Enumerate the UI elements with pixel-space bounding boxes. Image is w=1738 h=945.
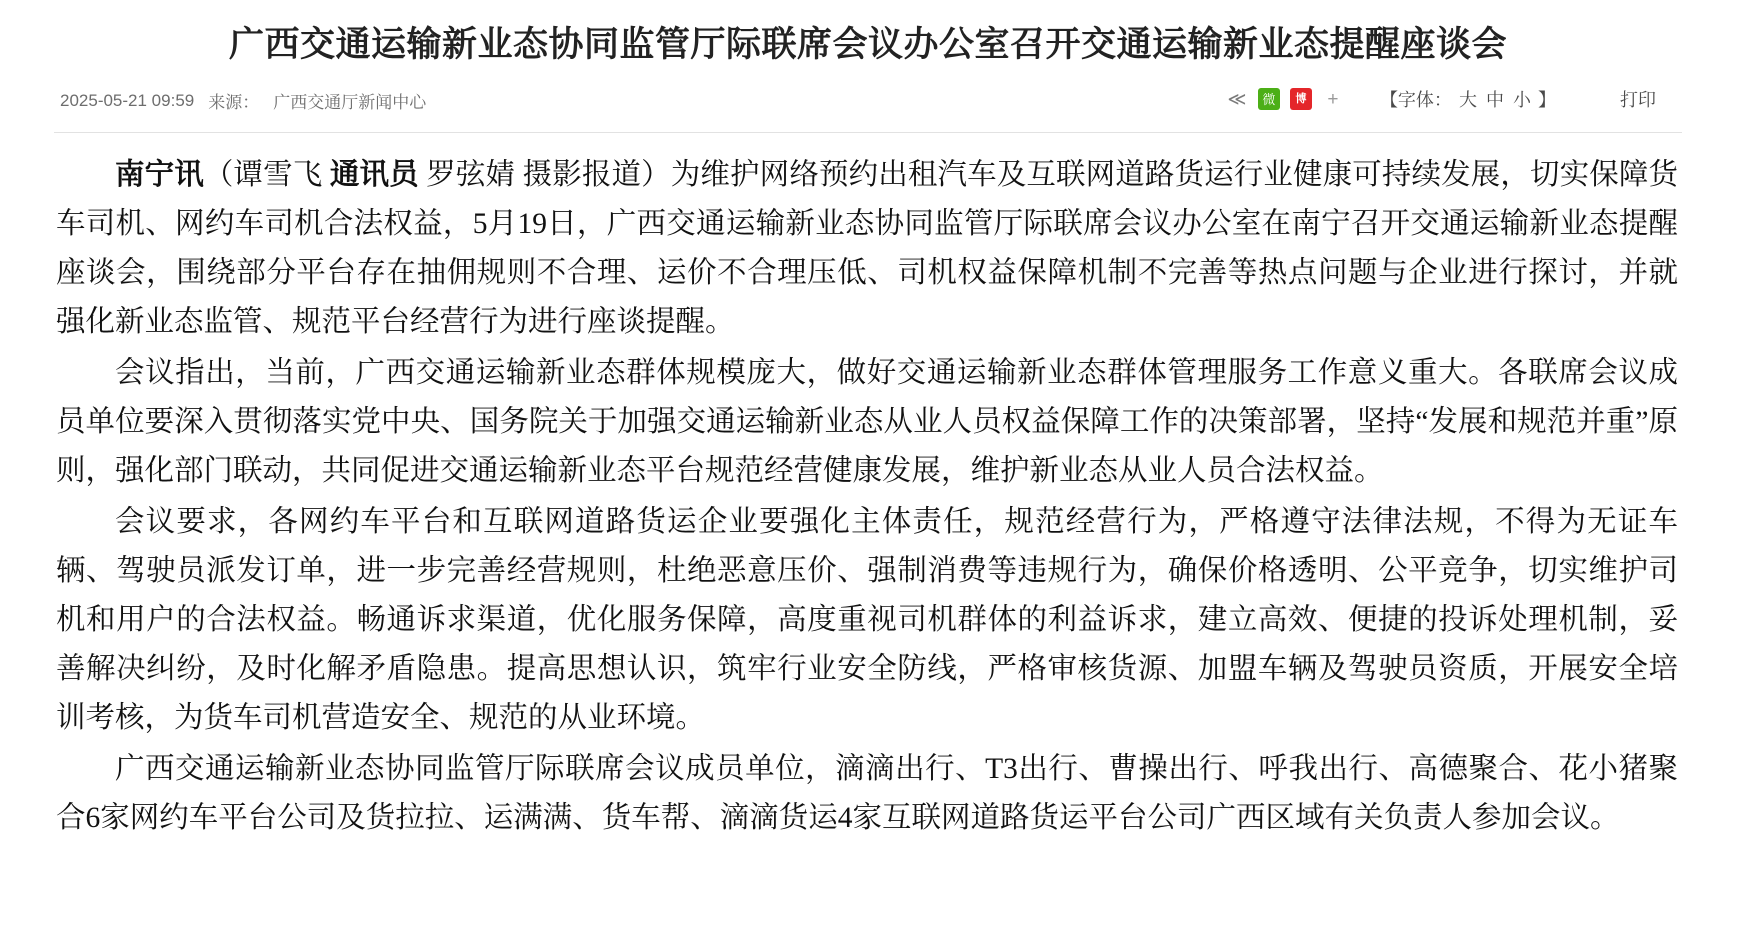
paragraph-2: 会议指出，当前，广西交通运输新业态群体规模庞大，做好交通运输新业态群体管理服务工作意义重大。各联席会议成员单位要深入贯彻落实党中央、国务院关于加强交通运输新业态从业人员权益保障工作的决策部署，坚持“发展和规范并重”原则，强化部门联动，共同促进交通运输新业态平台规范经营健康发展，维护新业态从业人员合法权益。: [56, 357, 1678, 487]
print-button[interactable]: 打印: [1620, 90, 1656, 110]
paragraph-4: 广西交通运输新业态协同监管厅际联席会议成员单位，滴滴出行、T3出行、曹操出行、呼我出行、高德聚合、花小猪聚合6家网约车平台公司及货拉拉、运满满、货车帮、滴滴货运4家互联网道路货运平台公司广西区域有关负责人参加会议。: [56, 753, 1678, 834]
paragraph-1-text: 罗弦婧 摄影报道）为维护网络预约出租汽车及互联网道路货运行业健康可持续发展，切实保障货车司机、网约车司机合法权益，5月19日，广西交通运输新业态协同监管厅际联席会议办公室在南宁召开交通运输新业态提醒座谈会，围绕部分平台存在抽佣规则不合理、运价不合理压低、司机权益保障机制不完善等热点问题与企业进行探讨，并就强化新业态监管、规范平台经营行为进行座谈提醒。: [56, 159, 1678, 338]
paragraph-1-lead: 南宁讯: [115, 159, 204, 191]
publish-date: 2025-05-21 09:59: [60, 90, 195, 110]
wechat-icon[interactable]: 微: [1258, 88, 1280, 110]
meta-right-group: [1226, 86, 1678, 112]
font-size-switcher: [1380, 86, 1556, 112]
paragraph-3: 会议要求，各网约车平台和互联网道路货运企业要强化主体责任，规范经营行为，严格遵守法律法规，不得为无证车辆、驾驶员派发订单，进一步完善经营规则，杜绝恶意压价、强制消费等违规行为，确保价格透明、公平竞争，切实维护司机和用户的合法权益。畅通诉求渠道，优化服务保障，高度重视司机群体的利益诉求，建立高效、便捷的投诉处理机制，妥善解决纠纷，及时化解矛盾隐患。提高思想认识，筑牢行业安全防线，严格审核货源、加盟车辆及驾驶员资质，开展安全培训考核，为货车司机营造安全、规范的从业环境。: [56, 506, 1678, 734]
more-share-icon[interactable]: +: [1327, 88, 1339, 110]
font-size-close-bracket: 】: [1538, 90, 1556, 110]
article-container: [28, 0, 1708, 845]
font-size-small[interactable]: 小: [1512, 90, 1531, 110]
source-label: 来源：: [208, 93, 260, 112]
article-meta-bar: [54, 82, 1682, 133]
font-size-label: 【字体：: [1379, 90, 1452, 110]
font-size-large[interactable]: 大: [1458, 90, 1477, 110]
source-name: 广西交通厅新闻中心: [273, 93, 427, 112]
weibo-icon[interactable]: 博: [1290, 88, 1312, 110]
page-left-gutter: [0, 0, 28, 945]
paragraph-1-bold2: 通讯员: [329, 159, 419, 191]
paragraph-1-prebold: （谭雪飞: [203, 159, 330, 191]
paragraph-1: [56, 151, 1678, 347]
share-icon[interactable]: ≪: [1227, 89, 1247, 109]
article-body: [28, 133, 1708, 843]
page-title: 广西交通运输新业态协同监管厅际联席会议办公室召开交通运输新业态提醒座谈会: [228, 25, 1507, 64]
meta-left-group: [60, 88, 426, 113]
share-toolbar: [1226, 88, 1344, 110]
font-size-medium[interactable]: 中: [1485, 90, 1504, 110]
